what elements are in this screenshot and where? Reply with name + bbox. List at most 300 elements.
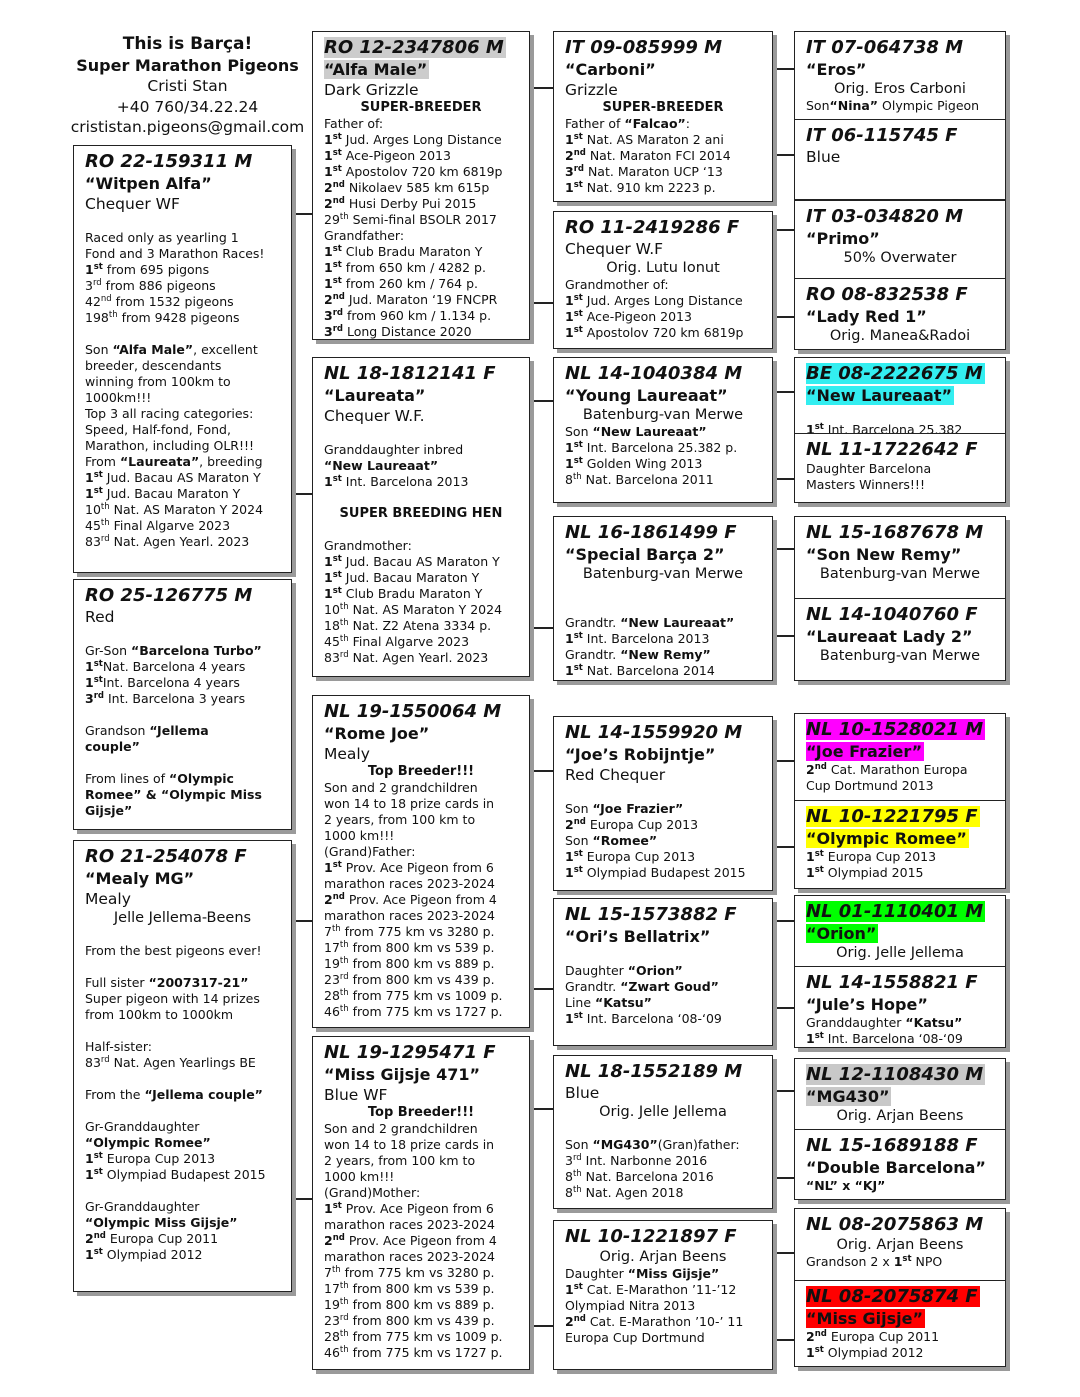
ordinal-suffix: st xyxy=(573,179,583,190)
pigeon-color: Mealy xyxy=(85,890,131,908)
ordinal-suffix: rd xyxy=(93,690,104,701)
line-text: Grandtr. xyxy=(565,615,621,630)
ring-number: NL 15-1573882 F xyxy=(565,904,737,925)
pigeon-name-row xyxy=(324,59,529,80)
pigeon-color: Blue WF xyxy=(324,1086,388,1104)
ordinal-suffix: st xyxy=(332,243,342,254)
blank-line xyxy=(565,599,772,615)
line-text: Club Bradu Maraton Y xyxy=(341,586,483,601)
origin-line: Orig. Jelle Jellema xyxy=(836,945,964,961)
line-text: 46 xyxy=(324,1004,340,1019)
ring-number: RO 21-254078 F xyxy=(85,846,247,867)
pigeon-name-row xyxy=(806,626,1005,647)
breeder-header xyxy=(55,34,320,138)
line-text: Jud. Arges Long Distance xyxy=(582,293,743,308)
line-text: 1 xyxy=(565,132,574,147)
ring-number: NL 14-1040384 M xyxy=(565,363,743,384)
info-line: Europa Cup Dortmund xyxy=(565,1330,705,1345)
pigeon-name: “Son New Remy” xyxy=(806,545,962,564)
phone-number: +40 760/34.22.24 xyxy=(116,97,259,116)
result-line xyxy=(324,972,529,988)
pigeon-name: “Primo” xyxy=(806,229,880,248)
pigeon-name-row xyxy=(806,228,1005,249)
line-text: “New Laureaat” xyxy=(592,424,707,439)
blank-line xyxy=(565,947,772,963)
line-text: Ace-Pigeon 2013 xyxy=(341,148,451,163)
info-line: 1000 km!!! xyxy=(324,828,395,843)
line-text: 1 xyxy=(565,325,574,340)
line-text: “Barcelona Turbo” xyxy=(131,643,262,658)
line-text: 1 xyxy=(565,865,574,880)
result-line xyxy=(565,865,772,881)
pedigree-card[interactable] xyxy=(553,211,773,349)
ring-number: NL 19-1295471 F xyxy=(324,1042,496,1063)
line-text: 19 xyxy=(324,1297,340,1312)
pedigree-card[interactable] xyxy=(794,31,1006,120)
line-text: “Romee” xyxy=(592,833,658,848)
line-text: 17 xyxy=(324,940,340,955)
result-line xyxy=(324,1313,529,1329)
blank-line xyxy=(85,1103,291,1119)
line-text: 1 xyxy=(324,244,333,259)
result-line xyxy=(565,615,772,631)
line-text: 2 xyxy=(324,292,333,307)
pedigree-card[interactable] xyxy=(553,1055,773,1209)
result-line xyxy=(85,1055,291,1071)
line-text: 3 xyxy=(565,164,574,179)
info-line: Son and 2 grandchildren xyxy=(324,1121,478,1136)
pigeon-name-row xyxy=(565,926,772,947)
ordinal-suffix: rd xyxy=(339,1312,349,1323)
line-text: “NL” x “KJ” xyxy=(806,1178,886,1193)
line-text: from 775 km vs 3280 p. xyxy=(340,1265,495,1280)
result-line xyxy=(324,988,529,1004)
line-text: from 800 km vs 539 p. xyxy=(348,1281,495,1296)
ring-number: IT 09-085999 M xyxy=(565,37,723,58)
ordinal-suffix: nd xyxy=(573,1313,586,1324)
result-line xyxy=(806,849,1005,865)
pedigree-card[interactable] xyxy=(794,278,1006,350)
blank-line xyxy=(85,1183,291,1199)
ring-number: NL 14-1559920 M xyxy=(565,722,743,743)
line-text: couple” xyxy=(85,739,140,754)
result-line xyxy=(324,308,529,324)
result-line xyxy=(565,472,772,488)
ordinal-suffix: rd xyxy=(332,323,343,334)
result-line xyxy=(85,723,291,739)
pedigree-card[interactable] xyxy=(553,516,773,681)
line-text: Club Bradu Maraton Y xyxy=(341,244,483,259)
pedigree-card[interactable] xyxy=(794,119,1006,200)
pigeon-name-row xyxy=(565,385,772,406)
pedigree-card[interactable] xyxy=(794,895,1006,967)
ring-number: NL 08-2075863 M xyxy=(806,1214,984,1235)
result-line xyxy=(806,1329,1005,1345)
info-line: Half-sister: xyxy=(85,1039,152,1054)
info-line: 1000km!!! xyxy=(85,390,152,405)
info-line: Gr-Granddaughter xyxy=(85,1119,200,1134)
result-line xyxy=(565,293,772,309)
line-text: 1 xyxy=(324,860,333,875)
info-line: Marathon, including OLR!!! xyxy=(85,438,255,453)
line-text: Europa Cup 2013 xyxy=(823,849,937,864)
pedigree-card[interactable] xyxy=(794,1208,1006,1281)
result-line xyxy=(806,865,1005,881)
ring-number: RO 11-2419286 F xyxy=(565,217,740,238)
pigeon-name: “Laureata” xyxy=(324,386,426,405)
connector-line xyxy=(773,846,794,848)
ring-number-row xyxy=(806,1064,1005,1086)
line-text: 1 xyxy=(806,865,815,880)
connector-line xyxy=(530,302,553,304)
ring-number-row xyxy=(806,719,1005,741)
ring-number-row xyxy=(806,439,1005,461)
pedigree-card[interactable] xyxy=(794,598,1006,681)
result-line xyxy=(85,1135,291,1151)
pedigree-card[interactable] xyxy=(794,713,1006,801)
info-line: Gr-Granddaughter xyxy=(85,1199,200,1214)
line-text: , excellent xyxy=(193,342,258,357)
pigeon-color: Mealy xyxy=(324,745,370,763)
line-text: 2 xyxy=(565,1314,574,1329)
header-title: This is Barça! xyxy=(122,34,253,54)
ordinal-suffix: st xyxy=(332,131,342,142)
ring-number: NL 18-1552189 M xyxy=(565,1061,743,1082)
pigeon-name: “Alfa Male” xyxy=(324,60,428,79)
pigeon-name-row xyxy=(85,868,291,889)
email-link[interactable]: crististan.pigeons@gmail.com xyxy=(70,118,305,136)
result-line xyxy=(324,1265,529,1281)
line-text: 83 xyxy=(324,650,340,665)
line-text: 1 xyxy=(324,276,333,291)
ring-number-row xyxy=(806,1214,1005,1236)
line-text: Int. Narbonne 2016 xyxy=(581,1153,708,1168)
ring-number-row xyxy=(565,522,772,544)
info-line: Top 3 all racing categories: xyxy=(85,406,254,421)
pedigree-card[interactable] xyxy=(794,1129,1006,1200)
ring-number-row xyxy=(324,37,529,59)
pigeon-name: “Olympic Romee” xyxy=(806,829,967,848)
result-line xyxy=(565,963,772,979)
line-text: from 960 km / 1.134 p. xyxy=(342,308,492,323)
line-text: 1 xyxy=(324,570,333,585)
line-text: NPO xyxy=(911,1254,943,1269)
line-text: 2 xyxy=(324,892,333,907)
pigeon-name-row xyxy=(806,306,1005,327)
connector-line xyxy=(773,635,794,637)
pigeon-name-row xyxy=(806,385,1005,406)
ring-number-row xyxy=(806,604,1005,626)
result-line xyxy=(565,833,772,849)
line-text: Europa Cup 2013 xyxy=(585,817,699,832)
ring-number: NL 01-1110401 M xyxy=(806,901,984,922)
line-text: 2 xyxy=(565,817,574,832)
blank-line xyxy=(565,1121,772,1137)
line-text: 1 xyxy=(85,1167,94,1182)
pigeon-name: “Lady Red 1” xyxy=(806,307,927,326)
line-text: From the xyxy=(85,1087,145,1102)
line-text: 2 xyxy=(324,1233,333,1248)
line-text: from 800 km vs 439 p. xyxy=(348,972,495,987)
line-text: Gijsje” xyxy=(85,803,133,818)
line-text: 1 xyxy=(806,1031,815,1046)
ordinal-suffix: st xyxy=(93,1246,103,1257)
ordinal-suffix: th xyxy=(100,517,110,528)
result-line xyxy=(324,1281,529,1297)
line-text: 1 xyxy=(324,1201,333,1216)
pigeon-color: Grizzle xyxy=(565,81,618,99)
result-line xyxy=(565,1169,772,1185)
result-line xyxy=(565,424,772,440)
line-text: Cat. E-Marathon ’11-’12 xyxy=(582,1282,737,1297)
result-line xyxy=(565,801,772,817)
ordinal-suffix: st xyxy=(332,163,342,174)
result-line xyxy=(324,586,529,602)
line-text: Olympiad Budapest 2015 xyxy=(582,865,746,880)
ordinal-suffix: rd xyxy=(100,1054,110,1065)
line-text: 1 xyxy=(565,456,574,471)
result-line xyxy=(85,1215,291,1231)
line-text: “Olympic Romee” xyxy=(85,1135,211,1150)
ordinal-suffix: st xyxy=(332,553,342,564)
pigeon-name-row xyxy=(806,741,1005,762)
line-text: Daughter xyxy=(565,963,628,978)
ordinal-suffix: st xyxy=(573,848,583,859)
line-text: Olympiad 2015 xyxy=(823,865,924,880)
result-line xyxy=(324,602,529,618)
info-line: won 14 to 18 prize cards in xyxy=(324,796,495,811)
line-text: 198 xyxy=(85,310,109,325)
line-text: 83 xyxy=(85,534,101,549)
result-line xyxy=(806,1015,1005,1031)
ring-number: NL 08-2075874 F xyxy=(806,1286,978,1307)
connector-line xyxy=(773,68,794,70)
pedigree-card[interactable] xyxy=(73,840,292,1292)
origin-line: Orig. Lutu Ionut xyxy=(606,260,720,276)
line-text: 8 xyxy=(565,472,573,487)
pigeon-color: Red xyxy=(85,608,115,626)
pedigree-card[interactable] xyxy=(794,357,1006,434)
result-line xyxy=(85,502,291,518)
blank-line xyxy=(85,927,291,943)
line-text: 1 xyxy=(85,1247,94,1262)
ordinal-suffix: th xyxy=(339,987,349,998)
result-line xyxy=(565,631,772,647)
line-text: Nat. Z2 Atena 3334 p. xyxy=(348,618,492,633)
line-text: Prov. Ace Pigeon from 6 xyxy=(341,860,494,875)
pigeon-name: “Miss Gijsje” xyxy=(806,1309,924,1328)
line-text: 1 xyxy=(893,1254,903,1269)
line-text: Int. Barcelona 2013 xyxy=(341,474,469,489)
ordinal-suffix: st xyxy=(814,421,824,432)
info-line: winning from 100km to xyxy=(85,374,231,389)
pigeon-name-row xyxy=(324,1064,529,1085)
line-text: Olympiad Budapest 2015 xyxy=(102,1167,266,1182)
pigeon-name: “Joe’s Robijntje” xyxy=(565,745,716,764)
info-line: Son and 2 grandchildren xyxy=(324,780,478,795)
result-line xyxy=(565,849,772,865)
blank-line xyxy=(565,583,772,599)
line-text: Europa Cup 2013 xyxy=(102,1151,216,1166)
result-line xyxy=(324,132,529,148)
pedigree-card[interactable] xyxy=(73,579,292,830)
result-line xyxy=(85,454,291,470)
result-line xyxy=(324,618,529,634)
result-line xyxy=(324,276,529,292)
result-line xyxy=(565,995,772,1011)
line-text: 1 xyxy=(324,586,333,601)
line-text: Int. Barcelona ‘08-‘09 xyxy=(823,1031,963,1046)
line-text: Nat. Barcelona 2016 xyxy=(581,1169,714,1184)
result-line xyxy=(324,1004,529,1020)
connector-line xyxy=(773,920,794,922)
pigeon-name: “Carboni” xyxy=(565,60,656,79)
line-text: 28 xyxy=(324,988,340,1003)
ordinal-suffix: st xyxy=(573,1281,583,1292)
pedigree-card[interactable] xyxy=(794,433,1006,503)
ring-number-row xyxy=(565,363,772,385)
result-line xyxy=(85,771,291,787)
line-text: 1 xyxy=(324,474,333,489)
line-text: 1 xyxy=(85,659,94,674)
line-text: “Laureata” xyxy=(119,454,200,469)
result-line xyxy=(85,470,291,486)
pigeon-name: “Young Laureaat” xyxy=(565,386,728,405)
line-text: from 775 km vs 3280 p. xyxy=(340,924,495,939)
line-text: Int. Barcelona 25.382 xyxy=(823,422,963,434)
result-line xyxy=(565,164,772,180)
result-line xyxy=(324,1345,529,1361)
ring-number: RO 08-832538 F xyxy=(806,284,968,305)
line-text: From xyxy=(85,454,120,469)
ordinal-suffix: st xyxy=(573,630,583,641)
pigeon-name-row xyxy=(806,828,1005,849)
line-text: 2 xyxy=(324,196,333,211)
ring-number-row xyxy=(565,1061,772,1083)
pedigree-card[interactable] xyxy=(312,1036,530,1370)
line-text: Prov. Ace Pigeon from 6 xyxy=(341,1201,494,1216)
ring-number-row xyxy=(806,1286,1005,1308)
info-line: Speed, Half-fond, Fond, xyxy=(85,422,231,437)
pigeon-color: Red Chequer xyxy=(565,766,666,784)
line-text: 1 xyxy=(806,1345,815,1360)
pigeon-color: Blue xyxy=(806,148,841,166)
pedigree-card[interactable] xyxy=(794,200,1006,279)
pigeon-name-row xyxy=(806,59,1005,80)
highlight-heading: SUPER BREEDING HEN xyxy=(339,506,503,521)
ordinal-suffix: st xyxy=(93,469,103,480)
pigeon-name: “Miss Gijsje 471” xyxy=(324,1065,480,1084)
line-text: 3 xyxy=(85,278,93,293)
line-text: Grandtr. xyxy=(565,979,621,994)
ring-number-row xyxy=(565,722,772,744)
pigeon-color: Chequer W.F xyxy=(565,240,664,258)
line-text: Grandson 2 x xyxy=(806,1254,894,1269)
pedigree-card[interactable] xyxy=(794,966,1006,1048)
ring-number-row xyxy=(806,125,1005,147)
connector-line xyxy=(292,1198,312,1200)
line-text: 8 xyxy=(565,1185,573,1200)
pedigree-card[interactable] xyxy=(312,357,530,677)
ordinal-suffix: nd xyxy=(332,179,345,190)
line-text: “Joe Frazier” xyxy=(592,801,684,816)
ring-number-row xyxy=(324,363,529,385)
pigeon-name: “MG430” xyxy=(806,1087,890,1106)
ordinal-suffix: st xyxy=(902,1253,912,1264)
result-line xyxy=(324,1233,529,1249)
line-text: “Jellema xyxy=(149,723,209,738)
line-text: Cat. Marathon Europa xyxy=(826,762,968,777)
result-line xyxy=(85,1231,291,1247)
result-line xyxy=(324,148,529,164)
pigeon-name: “Witpen Alfa” xyxy=(85,174,212,193)
result-line xyxy=(324,260,529,276)
line-text: Europa Cup 2013 xyxy=(582,849,696,864)
info-line: Daughter Barcelona xyxy=(806,461,932,476)
pigeon-name-row xyxy=(85,173,291,194)
line-text: “Nina” xyxy=(829,98,879,113)
pedigree-card[interactable] xyxy=(794,516,1006,599)
ring-number: IT 07-064738 M xyxy=(806,37,964,58)
ring-number-row xyxy=(565,904,772,926)
line-text: 2 xyxy=(806,762,815,777)
info-line: marathon races 2023-2024 xyxy=(324,908,495,923)
ordinal-suffix: rd xyxy=(572,1152,582,1163)
line-text: Romee” & “Olympic Miss xyxy=(85,787,262,802)
result-line xyxy=(324,956,529,972)
result-line xyxy=(324,164,529,180)
line-text: Apostolov 720 km 6819p xyxy=(582,325,744,340)
ordinal-suffix: st xyxy=(93,658,103,669)
ordinal-suffix: th xyxy=(572,471,582,482)
blank-line xyxy=(565,785,772,801)
pedigree-card[interactable] xyxy=(794,1058,1006,1130)
ring-number-row xyxy=(85,585,291,607)
line-text: Nat. AS Maraton Y 2024 xyxy=(109,502,264,517)
line-text: Prov. Ace Pigeon from 4 xyxy=(344,1233,497,1248)
pedigree-card[interactable] xyxy=(553,1220,773,1370)
ordinal-suffix: th xyxy=(339,617,349,628)
pedigree-card[interactable] xyxy=(73,145,292,573)
line-text: from 775 km vs 1727 p. xyxy=(348,1345,503,1360)
origin-line: Orig. Eros Carboni xyxy=(834,81,966,97)
pedigree-card[interactable] xyxy=(553,898,773,1046)
pigeon-name-row xyxy=(565,59,772,80)
pigeon-name-row xyxy=(806,1157,1005,1178)
result-line xyxy=(85,643,291,659)
ordinal-suffix: st xyxy=(573,662,583,673)
result-line xyxy=(565,148,772,164)
result-line xyxy=(85,342,291,358)
result-line xyxy=(85,518,291,534)
pedigree-card[interactable] xyxy=(312,695,530,1028)
result-line xyxy=(324,212,529,228)
ordinal-suffix: th xyxy=(339,939,349,950)
pedigree-card[interactable] xyxy=(794,800,1006,889)
pedigree-card[interactable] xyxy=(553,716,773,891)
result-line xyxy=(324,180,529,196)
highlight-heading: SUPER-BREEDER xyxy=(360,100,482,115)
ring-number-row xyxy=(806,363,1005,385)
pedigree-card[interactable] xyxy=(553,357,773,503)
line-text: Husi Derby Pui 2015 xyxy=(344,196,477,211)
line-text: from 800 km vs 439 p. xyxy=(348,1313,495,1328)
ordinal-suffix: st xyxy=(93,485,103,496)
pedigree-card[interactable] xyxy=(312,31,530,340)
ordinal-suffix: st xyxy=(573,131,583,142)
pedigree-card[interactable] xyxy=(553,31,773,202)
pedigree-card[interactable] xyxy=(794,1280,1006,1367)
